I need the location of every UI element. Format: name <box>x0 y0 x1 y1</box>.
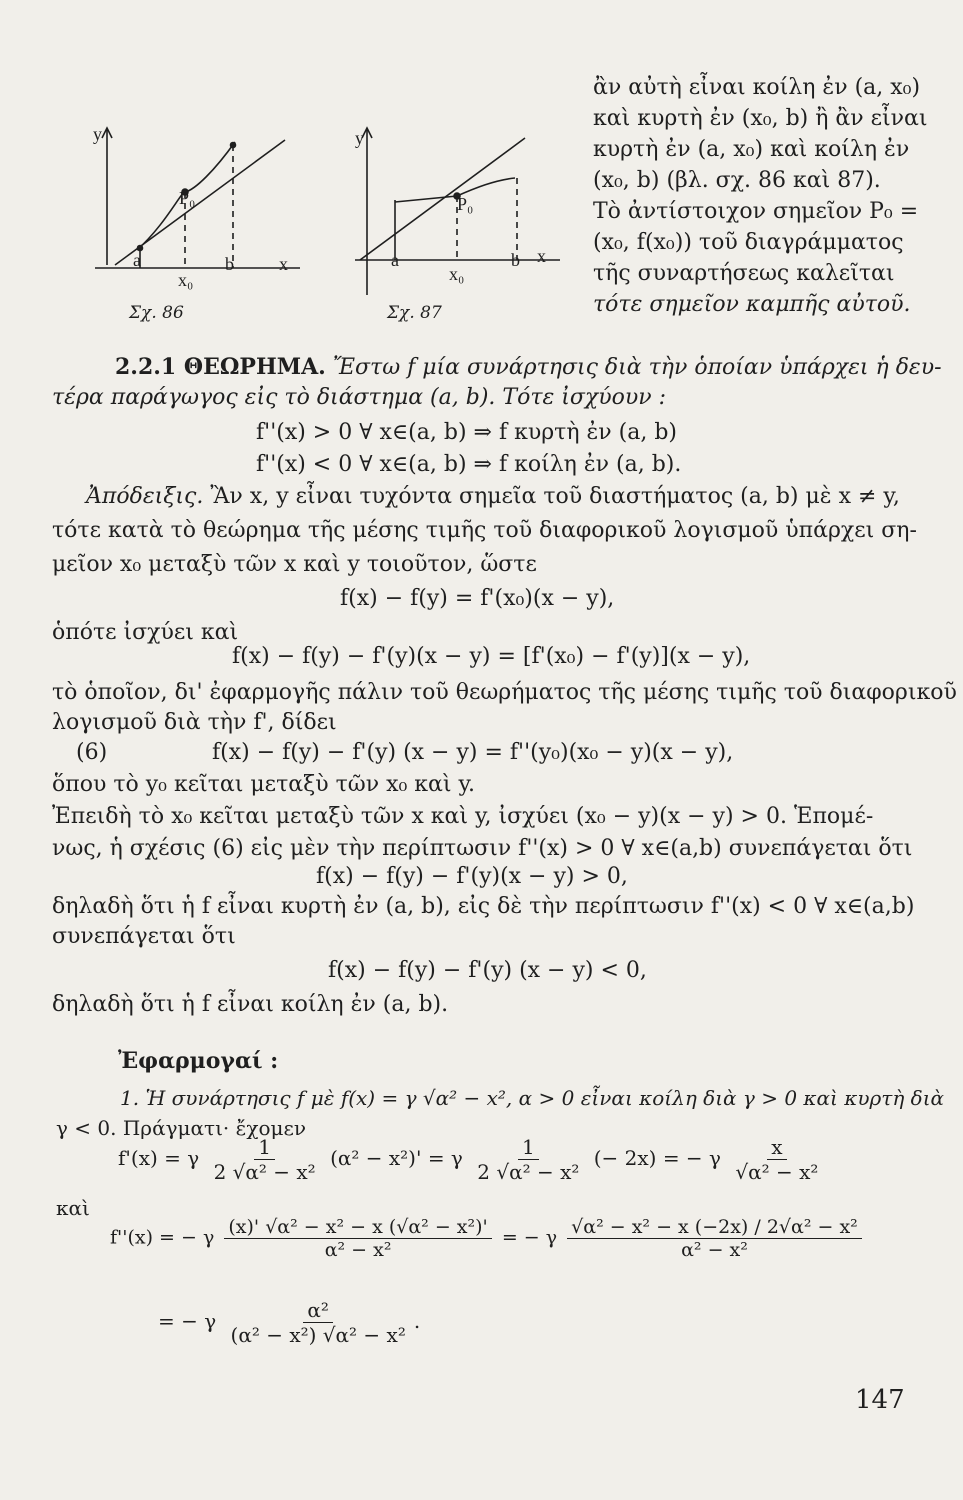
formula-term: f'(x) = γ <box>118 1146 200 1170</box>
proof-equation-6: f(x) − f(y) − f'(y) (x − y) = f''(y₀)(x₀ − y)(x − y), <box>212 740 734 765</box>
proof-line: δηλαδὴ ὅτι ἡ f εἶναι κυρτὴ ἐν (a, b), εἰς δὲ τὴν περίπτωσιν f''(x) < 0 ∀ x∈(a,b) <box>52 894 915 919</box>
fig86-b-label: b <box>225 254 234 274</box>
side-line: τῆς συναρτήσεως καλεῖται <box>593 261 895 286</box>
fig86-p0-label: P₀ <box>179 188 196 208</box>
numerator: (x)' √α² − x² − x (√α² − x²)' <box>224 1216 491 1239</box>
figures <box>85 100 585 330</box>
proof-equation: f(x) − f(y) = f'(x₀)(x − y), <box>340 586 615 611</box>
fraction <box>227 1298 410 1347</box>
page-number: 147 <box>855 1385 905 1415</box>
theorem-line-1 <box>115 354 942 380</box>
numerator: 1 <box>518 1135 539 1160</box>
fraction <box>567 1216 862 1261</box>
fraction <box>731 1135 822 1184</box>
side-line: (x₀, f(x₀)) τοῦ διαγράμματος <box>593 230 904 255</box>
proof-line: τότε κατὰ τὸ θεώρημα τῆς μέσης τιμῆς τοῦ διαφορικοῦ λογισμοῦ ὑπάρχει ση- <box>52 518 917 543</box>
numerator: √α² − x² − x (−2x) / 2√α² − x² <box>567 1216 862 1239</box>
proof-line: ὅπου τὸ y₀ κεῖται μεταξὺ τῶν x₀ καὶ y. <box>52 772 476 797</box>
figure-86-graph <box>95 128 300 268</box>
side-line: καὶ κυρτὴ ἐν (x₀, b) ἢ ἂν εἶναι <box>593 106 928 131</box>
side-line: (x₀, b) (βλ. σχ. 86 καὶ 87). <box>593 168 881 193</box>
equation-number-6: (6) <box>76 740 108 765</box>
denominator: (α² − x²) √α² − x² <box>230 1323 406 1347</box>
side-line: Τὸ ἀντίστοιχον σημεῖον P₀ = <box>593 199 919 224</box>
side-line: κυρτὴ ἐν (a, x₀) καὶ κοίλη ἐν <box>593 137 910 162</box>
theorem-heading: 2.2.1 ΘΕΩΡΗΜΑ. <box>115 354 326 380</box>
fig86-y-label: y <box>93 124 102 144</box>
theorem-condition-2: f''(x) < 0 ∀ x∈(a, b) ⇒ f κοίλη ἐν (a, b). <box>256 452 682 477</box>
proof-equation: f(x) − f(y) − f'(y) (x − y) < 0, <box>328 958 647 983</box>
theorem-text: Ἔστω f μία συνάρτησις διὰ τὴν ὁποίαν ὑπάρχει ἡ δευ- <box>325 355 942 380</box>
formula-term: (α² − x²)' = γ <box>330 1146 463 1170</box>
figure-86-caption: Σχ. 86 <box>129 303 184 323</box>
fig87-b-label: b <box>511 250 520 270</box>
proof-line: δηλαδὴ ὅτι ἡ f εἶναι κοίλη ἐν (a, b). <box>52 992 449 1017</box>
numerator: 1 <box>254 1135 275 1160</box>
proof-line: Ἐπειδὴ τὸ x₀ κεῖται μεταξὺ τῶν x καὶ y, ἰσχύει (x₀ − y)(x − y) > 0. Ἑπομέ- <box>52 804 874 829</box>
proof-line: λογισμοῦ διὰ τὴν f', δίδει <box>52 710 337 735</box>
formula-result <box>158 1298 420 1347</box>
denominator: √α² − x² <box>735 1160 819 1184</box>
application-1-line-1: 1. Ἡ συνάρτησις f μὲ f(x) = γ √α² − x², α > 0 εἶναι κοίλη διὰ γ > 0 καὶ κυρτὴ διὰ <box>120 1086 945 1110</box>
denominator: α² − x² <box>324 1239 392 1261</box>
theorem-line-2: τέρα παράγωγος εἰς τὸ διάστημα (a, b). Τότε ἰσχύουν : <box>52 385 667 410</box>
numerator: x <box>767 1135 786 1160</box>
proof-line: μεῖον x₀ μεταξὺ τῶν x καὶ y τοιοῦτον, ὥστε <box>52 552 537 577</box>
fig86-x0-label: x₀ <box>178 270 194 290</box>
kai-word: καὶ <box>56 1196 90 1220</box>
side-line: ἂν αὐτὴ εἶναι κοίλη ἐν (a, x₀) <box>593 75 921 100</box>
proof-text: Ἂν x, y εἶναι τυχόντα σημεῖα τοῦ διαστήματος (a, b) μὲ x ≠ y, <box>203 484 900 509</box>
fig87-x-label: x <box>537 246 546 266</box>
proof-line: ὁπότε ἰσχύει καὶ <box>52 620 239 645</box>
formula-f-double-prime <box>110 1216 866 1261</box>
proof-label: Ἀπόδειξις. <box>86 484 204 509</box>
fig87-a-label: a <box>391 250 399 270</box>
theorem-condition-1: f''(x) > 0 ∀ x∈(a, b) ⇒ f κυρτὴ ἐν (a, b) <box>256 420 678 445</box>
numerator: α² <box>303 1298 333 1323</box>
denominator: α² − x² <box>681 1239 748 1261</box>
proof-line: νως, ἡ σχέσις (6) εἰς μὲν τὴν περίπτωσιν f''(x) > 0 ∀ x∈(a,b) συνεπάγεται ὅτι <box>52 836 913 861</box>
fraction <box>210 1135 320 1184</box>
formula-f-prime <box>118 1135 826 1184</box>
fig86-x-label: x <box>279 254 288 274</box>
formula-term: = − γ <box>501 1226 558 1249</box>
applications-heading: Ἐφαρμογαί : <box>118 1048 279 1074</box>
figure-86-87 <box>85 100 585 330</box>
side-line: τότε σημεῖον καμπῆς αὐτοῦ. <box>593 292 911 317</box>
proof-line-1 <box>86 484 900 509</box>
proof-equation: f(x) − f(y) − f'(y)(x − y) = [f'(x₀) − f'(y)](x − y), <box>232 644 751 669</box>
formula-term: = − γ <box>158 1309 217 1333</box>
fig87-p0-label: P₀ <box>457 194 474 214</box>
formula-term: (− 2x) = − γ <box>593 1146 721 1170</box>
fig86-a-label: a <box>133 250 141 270</box>
side-text <box>593 72 933 320</box>
denominator: 2 √α² − x² <box>213 1160 316 1184</box>
formula-term: . <box>413 1309 421 1333</box>
application-1-line-2: γ < 0. Πράγματι· ἔχομεν <box>56 1116 307 1140</box>
formula-term: f''(x) = − γ <box>110 1226 215 1249</box>
fig87-x0-label: x₀ <box>449 264 465 284</box>
proof-line: συνεπάγεται ὅτι <box>52 924 236 949</box>
fraction <box>224 1216 491 1261</box>
fig87-y-label: y <box>355 128 364 148</box>
denominator: 2 √α² − x² <box>477 1160 580 1184</box>
proof-equation: f(x) − f(y) − f'(y)(x − y) > 0, <box>316 864 628 889</box>
fraction <box>473 1135 583 1184</box>
figure-87-caption: Σχ. 87 <box>387 303 442 323</box>
proof-line: τὸ ὁποῖον, δι' ἐφαρμογῆς πάλιν τοῦ θεωρήματος τῆς μέσης τιμῆς τοῦ διαφορικοῦ <box>52 680 957 705</box>
